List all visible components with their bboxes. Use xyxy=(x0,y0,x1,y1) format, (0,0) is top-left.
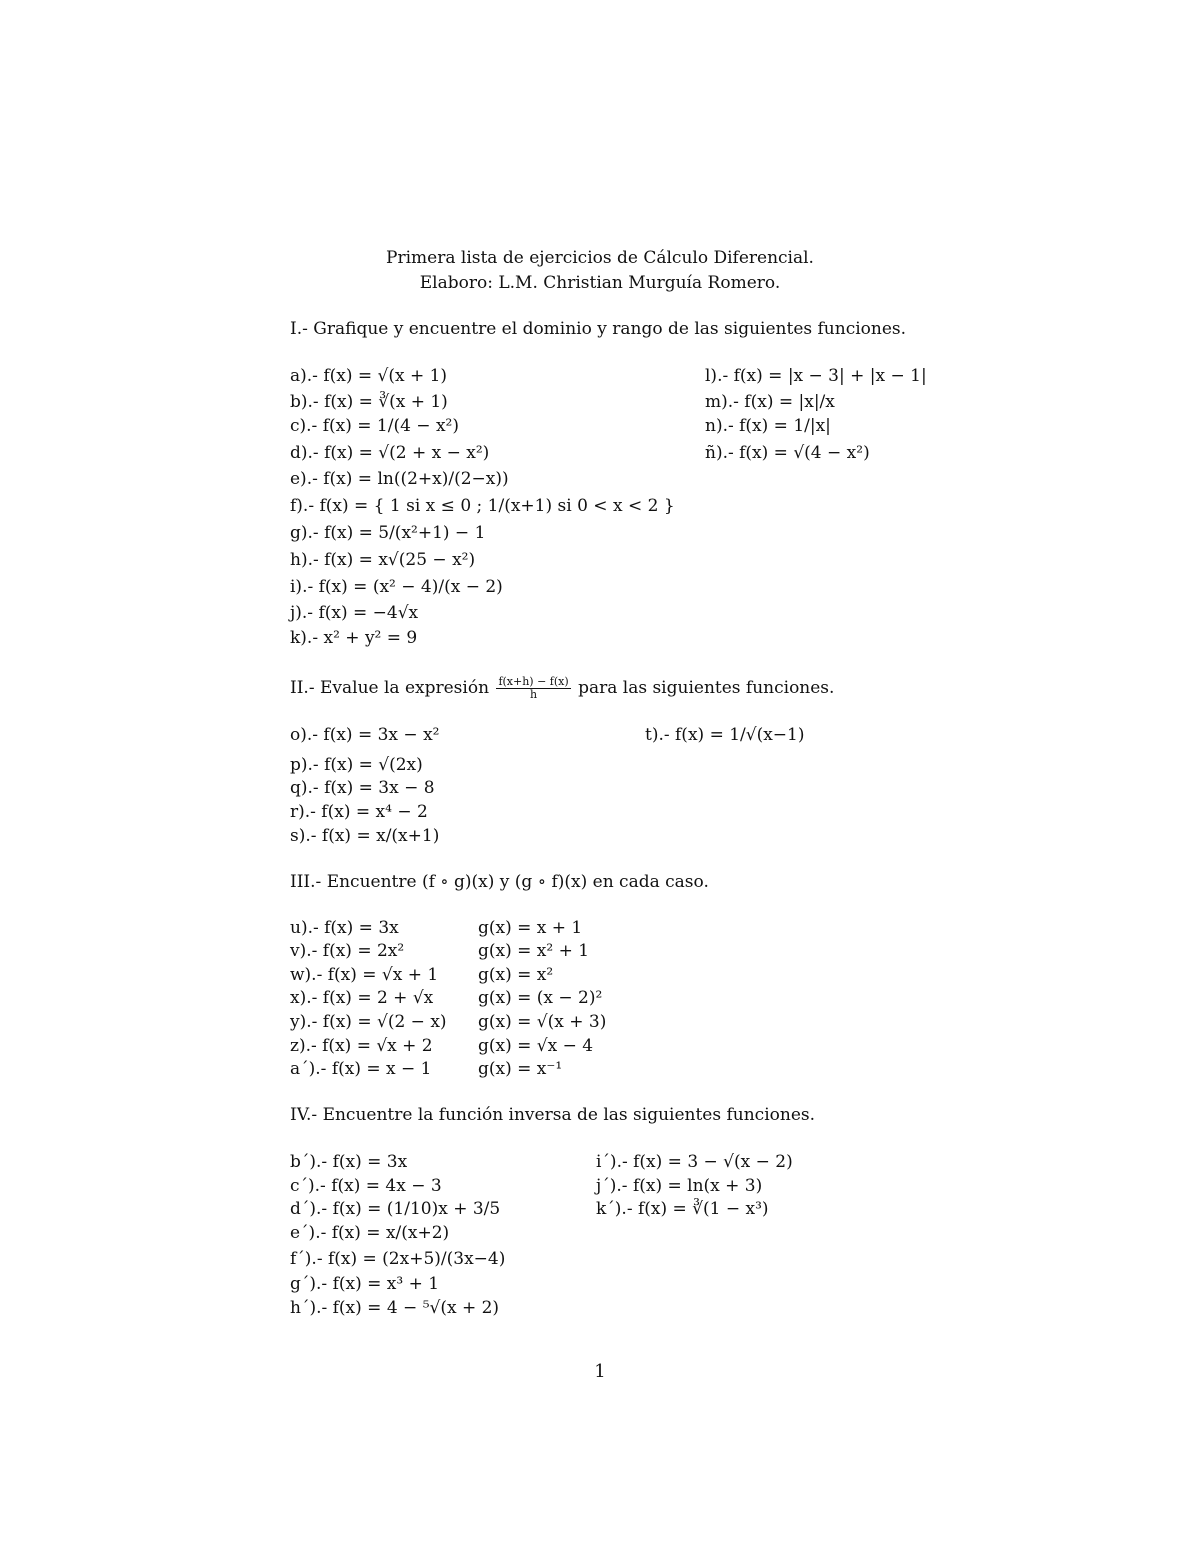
exercise-w-g: g(x) = x² xyxy=(478,965,554,985)
exercise-e-prime: e´).- f(x) = x/(x+2) xyxy=(290,1223,450,1243)
exercise-s: s).- f(x) = x/(x+1) xyxy=(290,826,440,846)
exercise-e: e).- f(x) = ln((2+x)/(2−x)) xyxy=(290,469,509,489)
exercise-w: w).- f(x) = √x + 1 xyxy=(290,965,439,985)
difference-quotient-numerator: f(x+h) − f(x) xyxy=(498,675,569,688)
exercise-j: j).- f(x) = −4√x xyxy=(290,603,419,623)
exercise-g: g).- f(x) = 5/(x²+1) − 1 xyxy=(290,523,486,543)
section-2-heading-prefix: II.- Evalue la expresión xyxy=(290,678,490,698)
exercise-u-g: g(x) = x + 1 xyxy=(478,918,583,938)
exercise-nn: ñ).- f(x) = √(4 − x²) xyxy=(705,443,870,463)
exercise-a-prime-g: g(x) = x⁻¹ xyxy=(478,1059,563,1079)
exercise-i: i).- f(x) = (x² − 4)/(x − 2) xyxy=(290,577,503,597)
exercise-k: k).- x² + y² = 9 xyxy=(290,628,418,648)
exercise-k-prime: k´).- f(x) = ∛(1 − x³) xyxy=(596,1199,769,1219)
exercise-h: h).- f(x) = x√(25 − x²) xyxy=(290,550,476,570)
difference-quotient-denominator: h xyxy=(530,688,538,701)
section-2-heading xyxy=(290,676,834,701)
document-title: Primera lista de ejercicios de Cálculo Diferencial. xyxy=(386,248,814,268)
exercise-l: l).- f(x) = |x − 3| + |x − 1| xyxy=(705,366,927,386)
exercise-x-g: g(x) = (x − 2)² xyxy=(478,988,603,1008)
exercise-c-prime: c´).- f(x) = 4x − 3 xyxy=(290,1176,442,1196)
section-1-heading: I.- Grafique y encuentre el dominio y rango de las siguientes funciones. xyxy=(290,319,907,339)
section-2-heading-suffix: para las siguientes funciones. xyxy=(578,678,835,698)
exercise-b-prime: b´).- f(x) = 3x xyxy=(290,1152,408,1172)
exercise-p: p).- f(x) = √(2x) xyxy=(290,755,423,775)
exercise-y-g: g(x) = √(x + 3) xyxy=(478,1012,607,1032)
exercise-f-prime: f´).- f(x) = (2x+5)/(3x−4) xyxy=(290,1249,506,1269)
exercise-t: t).- f(x) = 1/√(x−1) xyxy=(645,725,805,745)
exercise-u: u).- f(x) = 3x xyxy=(290,918,399,938)
exercise-b: b).- f(x) = ∛(x + 1) xyxy=(290,392,448,412)
exercise-c: c).- f(x) = 1/(4 − x²) xyxy=(290,416,459,436)
exercise-h-prime: h´).- f(x) = 4 − ⁵√(x + 2) xyxy=(290,1298,500,1318)
exercise-v: v).- f(x) = 2x² xyxy=(290,941,405,961)
exercise-o: o).- f(x) = 3x − x² xyxy=(290,725,440,745)
exercise-n: n).- f(x) = 1/|x| xyxy=(705,416,831,436)
exercise-z: z).- f(x) = √x + 2 xyxy=(290,1036,433,1056)
exercise-a-prime: a´).- f(x) = x − 1 xyxy=(290,1059,432,1079)
exercise-d-prime: d´).- f(x) = (1/10)x + 3/5 xyxy=(290,1199,501,1219)
exercise-d: d).- f(x) = √(2 + x − x²) xyxy=(290,443,490,463)
exercise-y: y).- f(x) = √(2 − x) xyxy=(290,1012,447,1032)
exercise-j-prime: j´).- f(x) = ln(x + 3) xyxy=(596,1176,763,1196)
exercise-g-prime: g´).- f(x) = x³ + 1 xyxy=(290,1274,440,1294)
exercise-x: x).- f(x) = 2 + √x xyxy=(290,988,434,1008)
document-author: Elaboro: L.M. Christian Murguía Romero. xyxy=(419,273,781,293)
section-3-heading: III.- Encuentre (f ∘ g)(x) y (g ∘ f)(x) en cada caso. xyxy=(290,872,709,892)
section-4-heading: IV.- Encuentre la función inversa de las siguientes funciones. xyxy=(290,1105,816,1125)
difference-quotient xyxy=(496,676,570,701)
exercise-a: a).- f(x) = √(x + 1) xyxy=(290,366,448,386)
exercise-i-prime: i´).- f(x) = 3 − √(x − 2) xyxy=(596,1152,793,1172)
exercise-q: q).- f(x) = 3x − 8 xyxy=(290,778,435,798)
document-header xyxy=(0,246,1200,296)
exercise-m: m).- f(x) = |x|/x xyxy=(705,392,835,412)
page-number: 1 xyxy=(594,1361,606,1382)
exercise-v-g: g(x) = x² + 1 xyxy=(478,941,590,961)
exercise-f: f).- f(x) = { 1 si x ≤ 0 ; 1/(x+1) si 0 < x < 2 } xyxy=(290,496,675,516)
exercise-z-g: g(x) = √x − 4 xyxy=(478,1036,594,1056)
exercise-r: r).- f(x) = x⁴ − 2 xyxy=(290,802,428,822)
